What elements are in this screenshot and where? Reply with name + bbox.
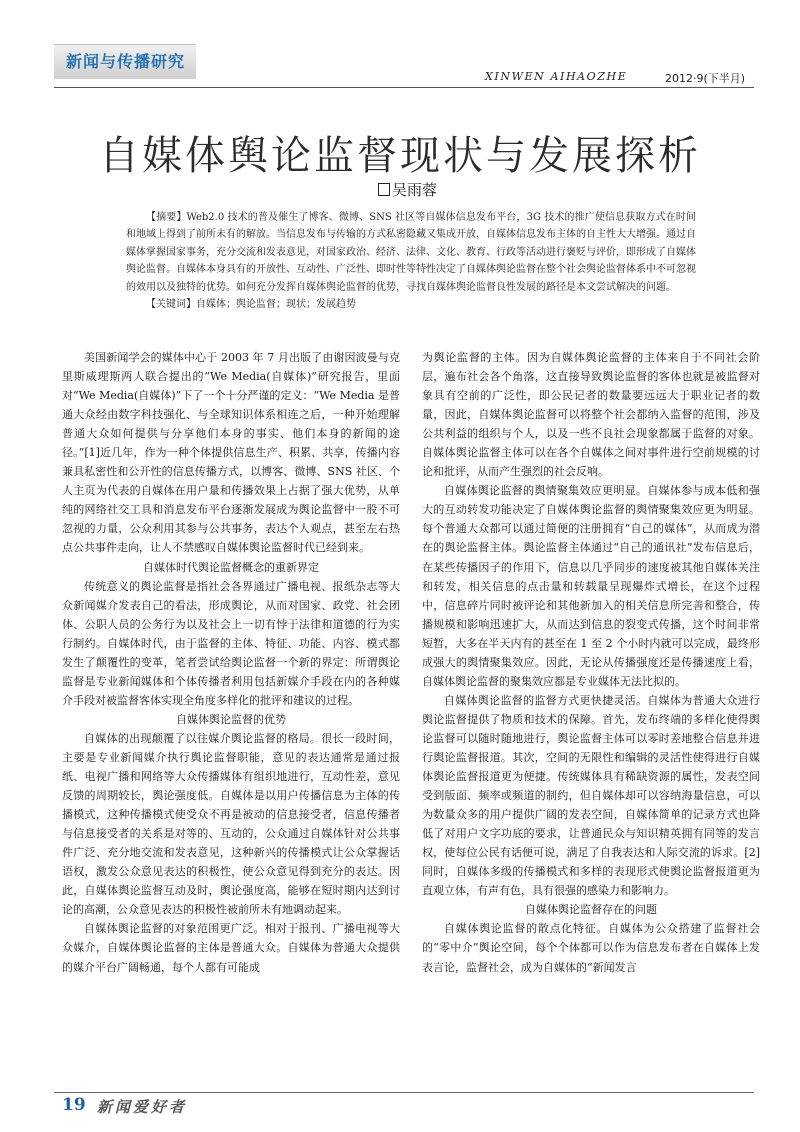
footer-rule xyxy=(54,1092,754,1093)
section-tab xyxy=(54,44,196,79)
paragraph: 为舆论监督的主体。因为自媒体舆论监督的主体来自于不同社会阶层，遍布社会各个角落，这直接导致舆论监督的客体也就是被监督对象具有空前的广泛性，即公民记者的数量要远远大于职业记者的数量，因此，自媒体舆论监督可以将整个社会都纳入监督的范围，涉及公共利益的组织与个人，以及一些不良社会现象都属于监督的对象。自媒体舆论监督主体可以在各个自媒体之间对事件进行空前规模的讨论和批评，从而产生强烈的社会反响。 xyxy=(422,351,760,479)
paragraph: 自媒体舆论监督的舆情聚集效应更明显。自媒体参与成本低和强大的互动转发功能决定了自媒体舆论监督的舆情聚集效应更为明显。每个普通大众都可以通过简便的注册拥有“自己的媒体”，从而成为潜在的舆论监督主体。舆论监督主体通过“自己的通讯社”发布信息后，在某些传播因子的作用下，信息以几乎同步的速度被其他自媒体关注和转发，相关信息的点击量和转载量呈现爆炸式增长，在这个过程中，信息碎片同时被评论和其他新加入的相关信息所完善和整合，传播规模和影响迅速扩大，从而达到信息的裂变式传播，这个时间非常短暂，大多在半天内有的甚至在 1 至 2 个小时内就可以完成，最终形成强大的舆情聚集效应。因此，无论从传播强度还是传播速度上看，自媒体舆论监督的聚集效应都是专业媒体无法比拟的。 xyxy=(422,484,760,688)
abstract-text: 【摘要】Web2.0 技术的普及催生了博客、微博、SNS 社区等自媒体信息发布平台，3G 技术的推广使信息获取方式在时间和地域上得到了前所未有的解放。当信息发布与传输的方式私密隐藏又集成开放，自媒体信息发布主体的自主性大大增强。通过自媒体掌握国家事务，充分交流和发表意见，对国家政治、经济、法律、文化、教育、行政等活动进行褒贬与评价，即形成了自媒体舆论监督。自媒体本身具有的开放性、互动性、广泛性、即时性等特性决定了自媒体舆论监督在整个社会舆论监督体系中不可忽视的效用以及独特的优势。如何充分发挥自媒体舆论监督的优势，寻找自媒体舆论监督良性发展的路径是本文尝试解决的问题。 xyxy=(126,212,696,293)
paragraph: 自媒体舆论监督的对象范围更广泛。相对于报刊、广播电视等大众媒介，自媒体舆论监督的主体是普通大众。自媒体为普通大众提供的媒介平台广阔畅通，每个人都有可能成 xyxy=(62,922,400,974)
article-title: 自媒体舆论监督现状与发展探析 xyxy=(99,133,701,179)
paragraph: 美国新闻学会的媒体中心于 2003 年 7 月出版了由谢因波曼与克里斯威理斯两人联合提出的“We Media(自媒体)”研究报告，里面对“We Media(自媒体)”下了一个十分严谨的定义：“We Media 是普通大众经由数字科技强化、与全球知识体系相连之后，一种开始理解普通大众如何提供与分享他们本身的事实、他们本身的新闻的途径。”[1]近几年，作为一种个体提供信息生产、积累、共享，传播内容兼具私密性和公开性的信息传播方式，以博客、微博、SNS 社区、个人主页为代表的自媒体在用户量和传播效果上占据了强大优势，从单纯的网络社交工具和消息发布平台逐渐发展成为舆论监督中一股不可忽视的力量，公众利用其参与公共事务，表达个人观点，甚至左右热点公共事件走向，让人不禁感叹自媒体舆论监督时代已经到来。 xyxy=(62,351,400,555)
header-rule xyxy=(54,87,754,88)
paragraph: 传统意义的舆论监督是指社会各界通过广播电视、报纸杂志等大众新闻媒介发表自己的看法，形成舆论，从而对国家、政党、社会团体、公职人员的公务行为以及社会上一切有悖于法律和道德的行为实行制约。自媒体时代，由于监督的主体、特征、功能、内容、模式都发生了颠覆性的变革，笔者尝试给舆论监督一个新的界定：所谓舆论监督是专业新闻媒体和个体传播者利用包括新媒介手段在内的各种媒介手段对被监督客体实现全角度多样化的批评和建议的过程。 xyxy=(62,579,400,707)
paragraph: 自媒体的出现颠覆了以往媒介舆论监督的格局。很长一段时间，主要是专业新闻媒介执行舆论监督职能，意见的表达通常是通过报纸、电视广播和网络等大众传播媒体有组织地进行，互动性差，意见反馈的周期较长，舆论强度低。自媒体是以用户传播信息为主体的传播模式，这种传播模式使受众不再是被动的信息接受者，信息传播者与信息接受者的关系是对等的、互动的，公众通过自媒体针对公共事件广泛、充分地交流和发表意见，这种新兴的传播模式让公众掌握话语权，激发公众意见表达的积极性，使公众意见得到充分的表达。因此，自媒体舆论监督互动及时，舆论强度高，能够在短时期内达到讨论的高潮，公众意见表达的积极性被前所未有地调动起来。 xyxy=(62,731,400,917)
issue-date: 2012·9(下半月) xyxy=(665,72,746,85)
section-heading: 自媒体时代舆论监督概念的重新界定 xyxy=(143,560,319,574)
section-label: 新闻与传播研究 xyxy=(66,52,186,71)
author-name: 吴雨蓉 xyxy=(392,181,438,199)
footer-magazine-logo: 新闻爱好者 xyxy=(97,1098,188,1116)
body-column-left xyxy=(62,348,400,977)
author-box-icon xyxy=(378,183,390,196)
author-line xyxy=(378,179,437,200)
section-heading: 自媒体舆论监督存在的问题 xyxy=(525,903,657,917)
abstract-block xyxy=(126,209,696,313)
paragraph: 自媒体舆论监督的散点化特征。自媒体为公众搭建了监督社会的“零中介”舆论空间，每个个体都可以作为信息发布者在自媒体上发表言论，监督社会，成为自媒体的“新闻发言 xyxy=(422,922,760,974)
paragraph: 自媒体舆论监督的监督方式更快捷灵活。自媒体为普通大众进行舆论监督提供了物质和技术的保障。首先，发布终端的多样化使得舆论监督可以随时随地进行，舆论监督主体可以零时差地整合信息并进行舆论监督报道。其次，空间的无限性和编辑的灵活性使得进行自媒体舆论监督报道更为便捷。传统媒体具有稀缺资源的属性，发表空间受到版面、频率或频道的制约，但自媒体却可以容纳海量信息，可以为数量众多的用户提供广阔的发表空间，自媒体简单的记录方式也降低了对用户文字功底的要求，让普通民众与知识精英拥有同等的发言权，使每位公民有话便可说，满足了自我表达和人际交流的诉求。[2]同时，自媒体多级的传播模式和多样的表现形式使舆论监督报道更为直观立体，有声有色，具有很强的感染力和影响力。 xyxy=(422,693,760,898)
keywords-text: 【关键词】自媒体；舆论监督；现状；发展趋势 xyxy=(146,299,356,311)
section-heading: 自媒体舆论监督的优势 xyxy=(176,712,286,726)
body-column-right xyxy=(422,348,760,977)
magazine-name: XINWEN AIHAOZHE xyxy=(485,70,628,83)
page-number: 19 xyxy=(62,1095,86,1115)
